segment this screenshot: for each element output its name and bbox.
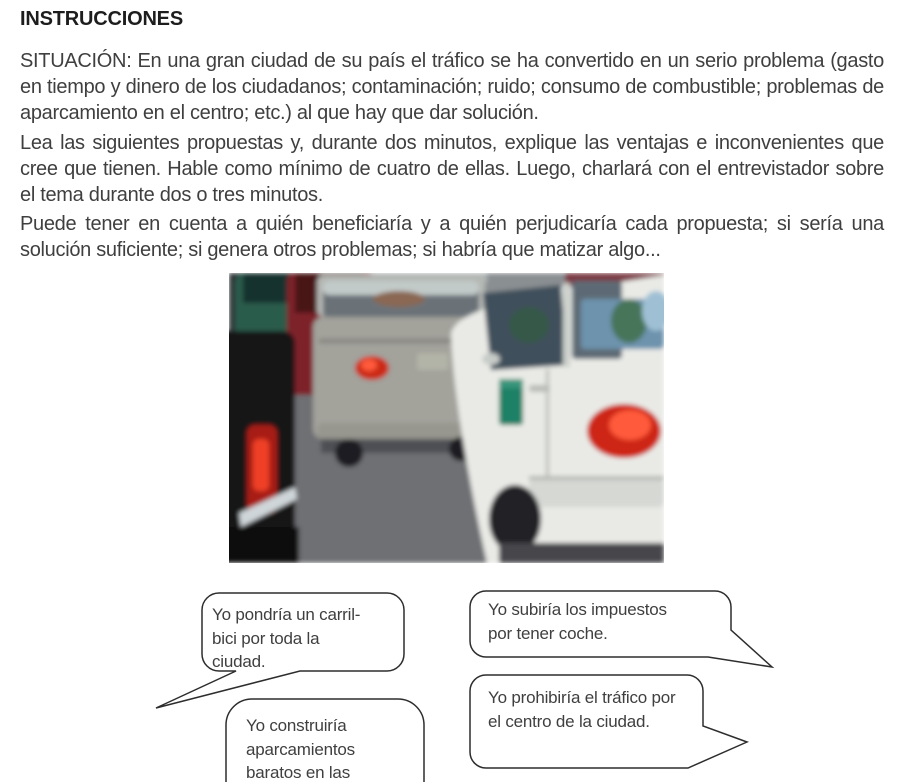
page-title: INSTRUCCIONES [20, 8, 183, 30]
traffic-photo-illustration [229, 273, 664, 563]
traffic-jam-photo [229, 273, 664, 563]
speech-bubble-cheap-parking [216, 695, 436, 782]
bubble-text: Yo prohibiría el tráfico por el centro de la ciudad. [488, 688, 676, 731]
bubble-text: Yo construiría aparcamientos baratos en las [246, 716, 355, 782]
task-paragraph: Lea las siguientes propuestas y, durante dos minutos, explique las ventajas e inconvenientes que cree que tienen. Hable como mínimo de cuatro de ellas. Luego, charlará con el entrevistador sobre el tema durante dos o tres minutos. [20, 132, 884, 206]
considerations-paragraph: Puede tener en cuenta a quién beneficiaría y a quién perjudicaría cada propuesta; si sería una solución suficiente; si genera otros problemas; si habría que matizar algo... [20, 213, 884, 261]
taxi-shape [451, 273, 664, 563]
speech-bubble-ban-traffic [460, 671, 760, 782]
bubble-text: Yo subiría los impuestos por tener coche. [488, 600, 667, 643]
bubble-text: Yo pondría un carril-bici por toda la ciudad. [212, 605, 361, 671]
black-car-shape [229, 331, 299, 563]
side-mirror-shape [482, 353, 500, 365]
situation-paragraph: SITUACIÓN: En una gran ciudad de su país el tráfico se ha convertido en un serio problema (gasto en tiempo y dinero de los ciudadanos; contaminación; ruido; consumo de combustible; problemas de aparcamiento en el centro; etc.) al que hay que dar solución. [20, 50, 884, 124]
license-plate-shape [417, 353, 448, 370]
speech-bubble-car-tax [460, 587, 790, 682]
